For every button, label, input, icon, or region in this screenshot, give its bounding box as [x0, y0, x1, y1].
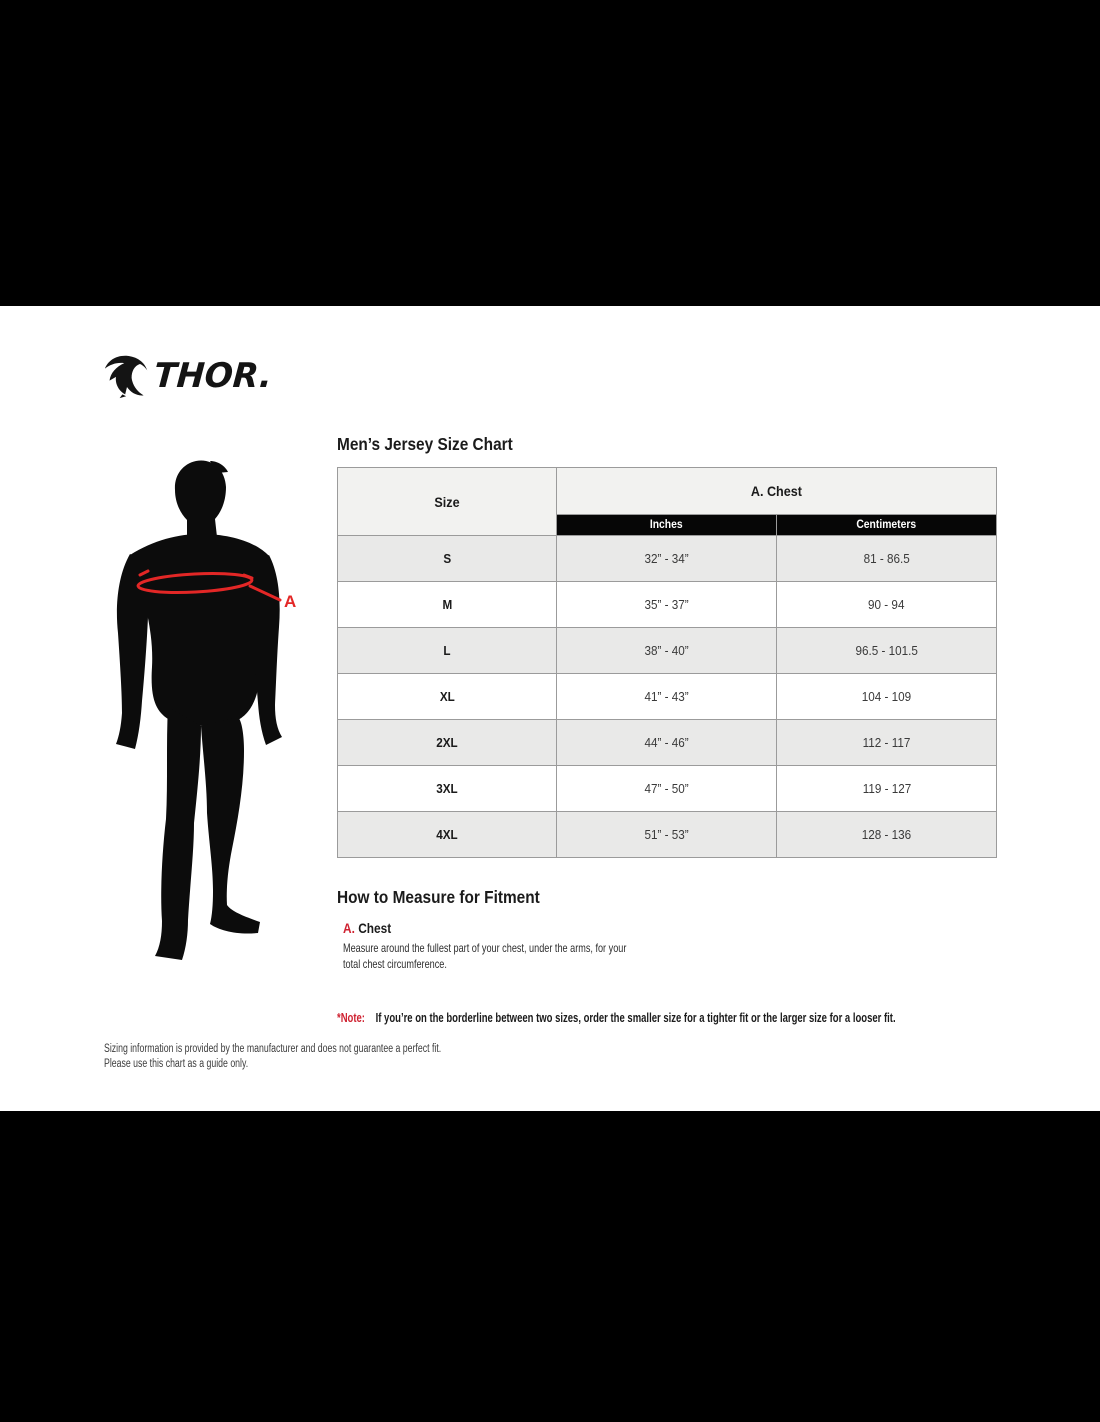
table-row-m — [338, 582, 997, 628]
inches-cell: 32” - 34” — [557, 536, 777, 582]
page-title: Men’s Jersey Size Chart — [337, 434, 513, 454]
inches-unit-header: Inches — [557, 515, 777, 536]
centimeters-cell: 96.5 - 101.5 — [777, 628, 997, 674]
inches-cell: 41” - 43” — [557, 674, 777, 720]
measure-item-name: Chest — [358, 921, 392, 936]
centimeters-cell: 128 - 136 — [777, 812, 997, 858]
bottom-letterbox-bar — [0, 1111, 1100, 1422]
centimeters-cell: 90 - 94 — [777, 582, 997, 628]
disclaimer — [104, 1042, 548, 1072]
body-silhouette — [108, 455, 313, 1015]
centimeters-cell: 81 - 86.5 — [777, 536, 997, 582]
size-cell: 3XL — [338, 766, 557, 812]
size-cell: XL — [338, 674, 557, 720]
table-row-4xl — [338, 812, 997, 858]
inches-cell: 44” - 46” — [557, 720, 777, 766]
measure-item-description: Measure around the fullest part of your chest, under the arms, for your total chest circumference. — [343, 941, 627, 971]
table-row-l — [338, 628, 997, 674]
size-cell: 4XL — [338, 812, 557, 858]
chest-column-header: A. Chest — [557, 468, 997, 515]
inches-cell: 47” - 50” — [557, 766, 777, 812]
thor-helmet-icon — [104, 353, 150, 399]
size-cell: S — [338, 536, 557, 582]
measure-item-letter: A. — [343, 921, 355, 936]
table-row-s — [338, 536, 997, 582]
note — [337, 1011, 1072, 1025]
thor-logo — [104, 352, 274, 400]
inches-cell: 38” - 40” — [557, 628, 777, 674]
disclaimer-line-1: Sizing information is provided by the manufacturer and does not guarantee a perfect fit. — [104, 1043, 442, 1055]
chest-measure-label: A — [284, 592, 297, 611]
size-column-header: Size — [338, 468, 557, 536]
top-letterbox-bar — [0, 0, 1100, 306]
centimeters-cell: 112 - 117 — [777, 720, 997, 766]
disclaimer-line-2: Please use this chart as a guide only. — [104, 1058, 249, 1070]
inches-cell: 51” - 53” — [557, 812, 777, 858]
table-row-xl — [338, 674, 997, 720]
measure-item — [343, 921, 398, 936]
size-cell: L — [338, 628, 557, 674]
measure-heading: How to Measure for Fitment — [337, 887, 540, 907]
table-row-3xl — [338, 766, 997, 812]
table-row-2xl — [338, 720, 997, 766]
centimeters-cell: 119 - 127 — [777, 766, 997, 812]
thor-wordmark: THOR. — [152, 356, 274, 396]
size-cell: 2XL — [338, 720, 557, 766]
note-text: If you’re on the borderline between two sizes, order the smaller size for a tighter fit or the larger size for a looser fit. — [375, 1011, 896, 1025]
inches-cell: 35” - 37” — [557, 582, 777, 628]
centimeters-cell: 104 - 109 — [777, 674, 997, 720]
note-label: *Note: — [337, 1011, 365, 1025]
centimeters-unit-header: Centimeters — [777, 515, 997, 536]
size-chart-table — [337, 467, 997, 858]
size-cell: M — [338, 582, 557, 628]
